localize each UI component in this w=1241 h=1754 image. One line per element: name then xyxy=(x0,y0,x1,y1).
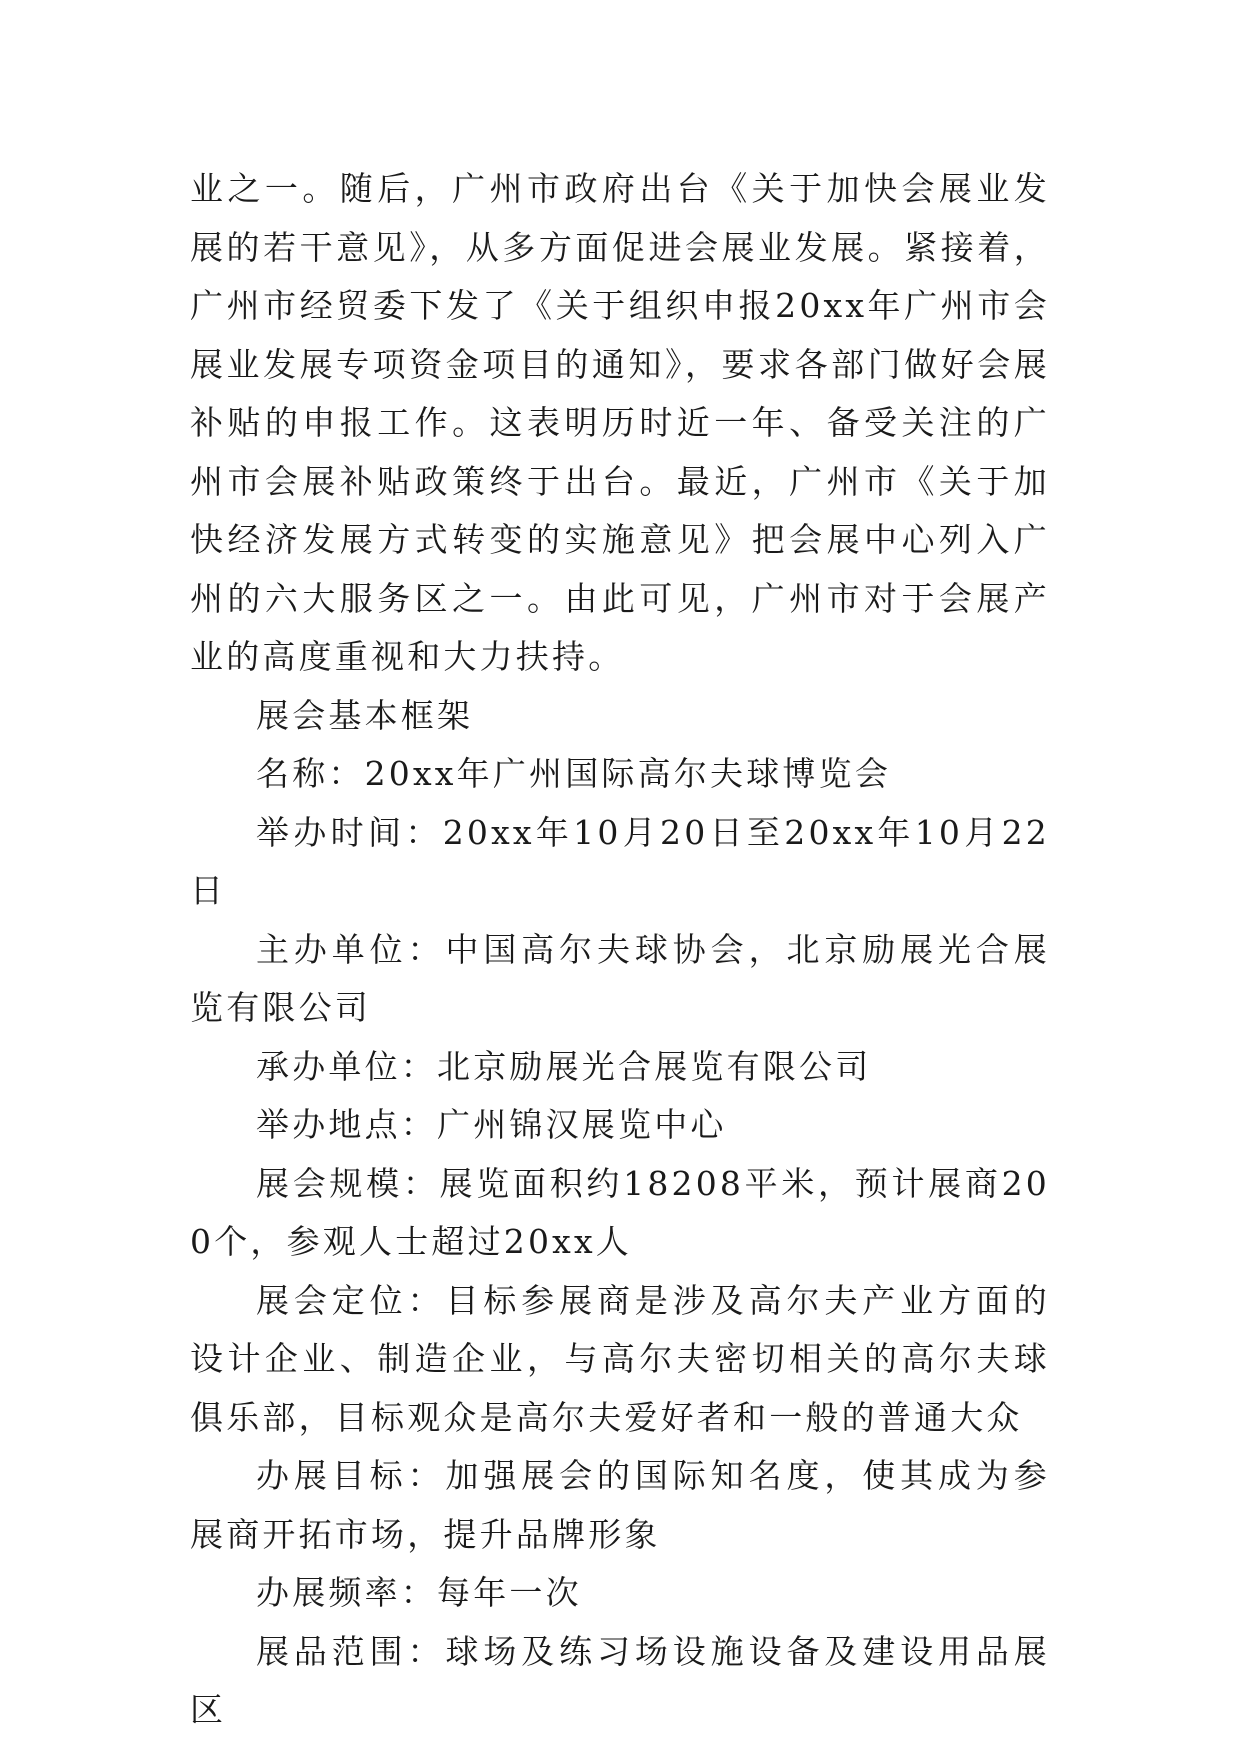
document-body xyxy=(190,160,1050,1740)
paragraph-host: 主办单位：中国高尔夫球协会，北京励展光合展览有限公司 xyxy=(190,929,1050,1027)
paragraph-goal: 办展目标：加强展会的国际知名度，使其成为参展商开拓市场，提升品牌形象 xyxy=(190,1456,1050,1554)
paragraph-scale: 展会规模：展览面积约18208平米，预计展商200个，参观人士超过20xx人 xyxy=(190,1163,1050,1261)
paragraph-continuation: 业之一。随后，广州市政府出台《关于加快会展业发展的若干意见》，从多方面促进会展业发展。紧接着，广州市经贸委下发了《关于组织申报20xx年广州市会展业发展专项资金项目的通知》，要求各部门做好会展补贴的申报工作。这表明历时近一年、备受关注的广州市会展补贴政策终于出台。最近，广州市《关于加快经济发展方式转变的实施意见》把会展中心列入广州的六大服务区之一。由此可见，广州市对于会展产业的高度重视和大力扶持。 xyxy=(190,169,1050,676)
paragraph-positioning: 展会定位：目标参展商是涉及高尔夫产业方面的设计企业、制造企业，与高尔夫密切相关的高尔夫球俱乐部，目标观众是高尔夫爱好者和一般的普通大众 xyxy=(190,1280,1050,1437)
paragraph-name: 名称：20xx年广州国际高尔夫球博览会 xyxy=(256,754,892,793)
paragraph-organizer: 承办单位：北京励展光合展览有限公司 xyxy=(256,1046,872,1086)
paragraph-time: 举办时间：20xx年10月20日至20xx年10月22日 xyxy=(190,812,1050,910)
section-heading: 展会基本框架 xyxy=(256,695,474,735)
paragraph-venue: 举办地点：广州锦汉展览中心 xyxy=(256,1105,727,1144)
paragraph-frequency: 办展频率：每年一次 xyxy=(256,1573,582,1612)
paragraph-scope: 展品范围：球场及练习场设施设备及建设用品展区 xyxy=(190,1631,1050,1729)
